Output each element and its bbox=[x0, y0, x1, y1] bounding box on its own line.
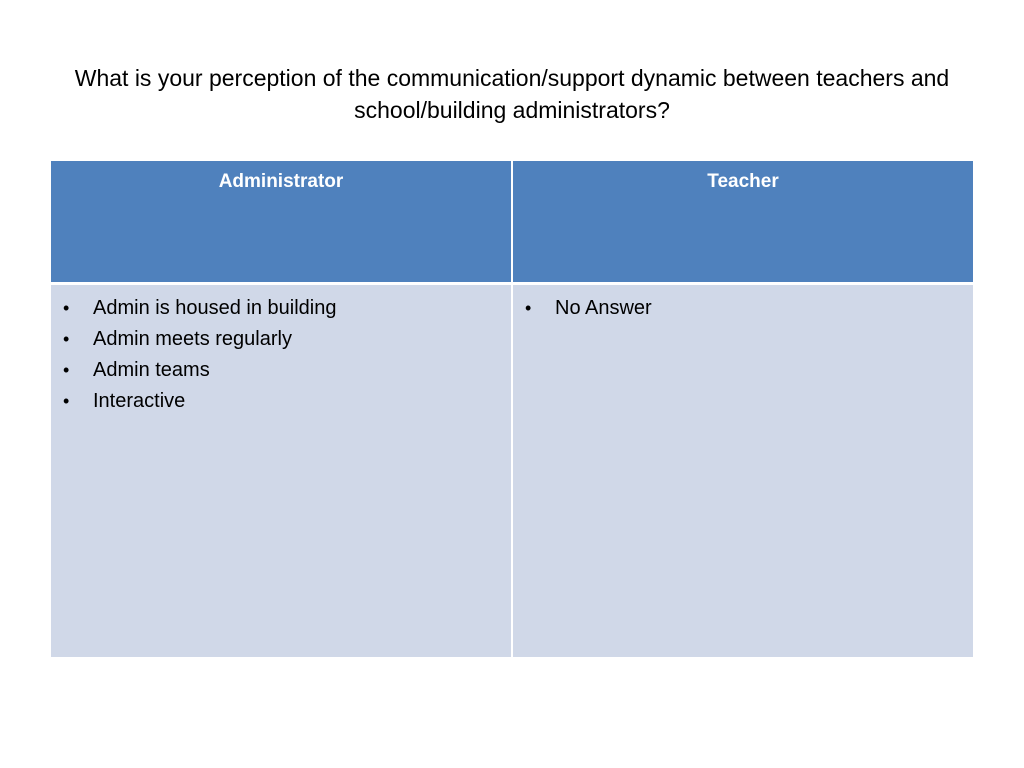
list-item-text: No Answer bbox=[555, 296, 652, 319]
list-item-text: Admin is housed in building bbox=[93, 296, 337, 319]
list-item-text: Interactive bbox=[93, 389, 186, 412]
list-item bbox=[57, 386, 503, 417]
bullet-icon: • bbox=[63, 359, 70, 380]
column-header-administrator: Administrator bbox=[51, 161, 512, 283]
comparison-table bbox=[51, 161, 973, 657]
list-item bbox=[57, 355, 503, 386]
list-item bbox=[57, 293, 503, 324]
list-item-text: Admin teams bbox=[93, 358, 210, 381]
administrator-bullet-list bbox=[57, 293, 503, 417]
teacher-bullet-list bbox=[519, 293, 965, 324]
list-item bbox=[57, 324, 503, 355]
list-item-text: Admin meets regularly bbox=[93, 327, 292, 350]
bullet-icon: • bbox=[63, 328, 70, 349]
bullet-icon: • bbox=[525, 297, 532, 318]
table-header-row bbox=[51, 161, 973, 283]
table-row bbox=[51, 283, 973, 657]
bullet-icon: • bbox=[63, 390, 70, 411]
administrator-cell bbox=[51, 283, 512, 657]
column-header-teacher: Teacher bbox=[512, 161, 973, 283]
teacher-cell bbox=[512, 283, 973, 657]
slide-title: What is your perception of the communication/support dynamic between teachers and school/building administrators? bbox=[74, 65, 950, 123]
list-item bbox=[519, 293, 965, 324]
bullet-icon: • bbox=[63, 297, 70, 318]
